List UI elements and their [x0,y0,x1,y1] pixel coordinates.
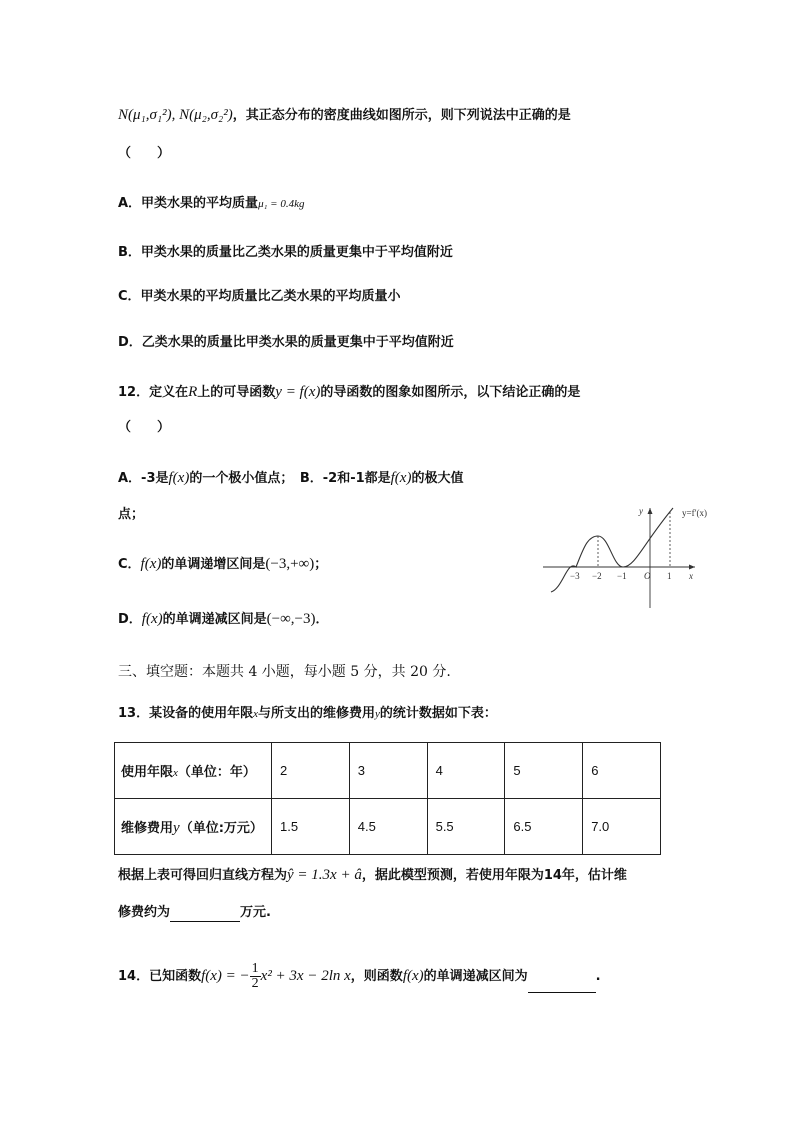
x-axis-arrow [689,565,695,570]
table-row [115,799,661,855]
derivative-graph [543,500,723,612]
q12-option-b-text: 的一个极小值点； B．-2和-1都是 [189,471,391,486]
q12-option-c-text: 的单调递增区间是 [161,557,266,572]
q11-stem [118,106,571,125]
table-cell: 3 [349,743,427,799]
q12-option-d-label: D． [118,612,142,627]
q12-option-c-end: ； [314,557,328,572]
q13-stem [118,705,497,723]
table-cell: 5.5 [427,799,505,855]
q12-function: y = f(x) [275,384,321,400]
q12-option-b-wrap: 点； [118,507,145,522]
q14-function-ref: f(x) [402,968,424,984]
q14-function-rest: x² + 3x − 2ln x [260,968,351,984]
table-cell: 5 [505,743,583,799]
q14-stem-part: ，则函数 [350,969,403,984]
q12-option-ab [118,469,463,488]
q13-regression-eq: ŷ = 1.3x + â [287,867,362,883]
q12-option-c-fn: f(x) [140,556,162,572]
tick-label: −2 [592,571,602,581]
q11-option-a [118,195,304,213]
q12-domain-r: R [188,384,198,400]
q13-stem-part: 13．某设备的使用年限 [118,706,254,721]
q13-followup-text: ，据此模型预测，若使用年限为14年，估计维 [361,868,627,883]
q13-var-y: y [375,708,380,720]
tick-label: −1 [617,571,627,581]
table-cell: 4 [427,743,505,799]
q12-option-d [118,610,329,629]
table-cell: 4.5 [349,799,427,855]
q13-answer-line [118,904,271,922]
q13-answer-blank[interactable] [170,907,240,922]
q14-answer-blank[interactable] [528,978,596,993]
q12-option-b-text-end: 的极大值 [411,471,464,486]
header-unit: （单位:万元） [179,820,263,836]
x-axis-label: x [689,571,693,581]
header-text: 维修费用 [121,820,174,836]
q14-stem-part: 14．已知函数 [118,969,202,984]
q11-formula: N(μ₁,σ₁²), N(μ₂,σ₂²) [118,107,233,123]
q13-answer-unit: 万元. [240,905,271,920]
table-cell: 6 [583,743,661,799]
q12-stem-part: 的导函数的图象如图所示，以下结论正确的是 [320,385,581,400]
q13-stem-part: 与所支出的维修费用 [257,706,375,721]
table-row-header [115,743,272,799]
y-axis-label: y [639,506,643,516]
q11-option-a-math: μ₁ = 0.4kg [258,198,305,210]
q12-option-c [118,555,327,574]
q11-option-d: D．乙类水果的质量比甲类水果的质量更集中于平均值附近 [118,335,454,350]
q12-stem-part: 上的可导函数 [197,385,276,400]
tick-label: −3 [570,571,580,581]
q14-stem-part: 的单调递减区间为 [423,969,528,984]
q13-var-x: x [253,708,258,720]
q12-option-d-text: 的单调递减区间是 [162,612,267,627]
header-var: x [173,767,178,779]
q11-option-a-text: A．甲类水果的平均质量 [118,196,259,211]
curve-label: y=f′(x) [682,508,708,518]
q13-followup-text: 根据上表可得回归直线方程为 [118,868,288,883]
q12-option-d-end: ． [315,612,329,627]
q12-option-b-fn: f(x) [390,470,412,486]
q12-stem [118,383,580,402]
fraction-denominator: 2 [251,976,259,991]
table-cell: 2 [272,743,350,799]
q14-fraction [250,962,261,991]
section-heading: 三、填空题：本题共 4 小题，每小题 5 分，共 20 分. [118,664,451,680]
q11-paren: （ ） [118,146,171,161]
table-cell: 7.0 [583,799,661,855]
header-var: y [173,819,180,836]
header-unit: （单位：年） [177,765,256,780]
q13-followup [118,866,627,885]
q11-stem-text: ，其正态分布的密度曲线如图所示，则下列说法中正确的是 [232,108,571,123]
y-axis-arrow [648,508,653,514]
origin-label: O [644,571,651,581]
q12-option-d-fn: f(x) [141,611,163,627]
q11-option-c: C．甲类水果的平均质量比乙类水果的平均质量小 [118,289,401,304]
q14-function: f(x) = − [201,968,250,984]
table-cell: 6.5 [505,799,583,855]
table-cell: 1.5 [272,799,350,855]
q12-option-c-interval: (−3,+∞) [265,556,315,572]
q13-answer-prefix: 修费约为 [118,905,171,920]
header-text: 使用年限 [121,765,174,780]
q12-paren: （ ） [118,420,171,435]
q11-option-b: B．甲类水果的质量比乙类水果的质量更集中于平均值附近 [118,245,453,260]
table-row-header [115,799,272,855]
q12-option-a-fn: f(x) [168,470,190,486]
table-row [115,743,661,799]
q13-stem-part: 的统计数据如下表： [379,706,497,721]
q12-stem-part: 12．定义在 [118,385,189,400]
q14-end: . [595,969,601,984]
fraction-numerator: 1 [251,961,259,976]
data-table [114,742,661,855]
tick-label: 1 [667,571,672,581]
q12-option-a-text: A．-3是 [118,471,169,486]
q12-option-c-label: C． [118,557,141,572]
q12-option-d-interval: (−∞,−3) [266,611,316,627]
q14-stem [118,960,601,993]
